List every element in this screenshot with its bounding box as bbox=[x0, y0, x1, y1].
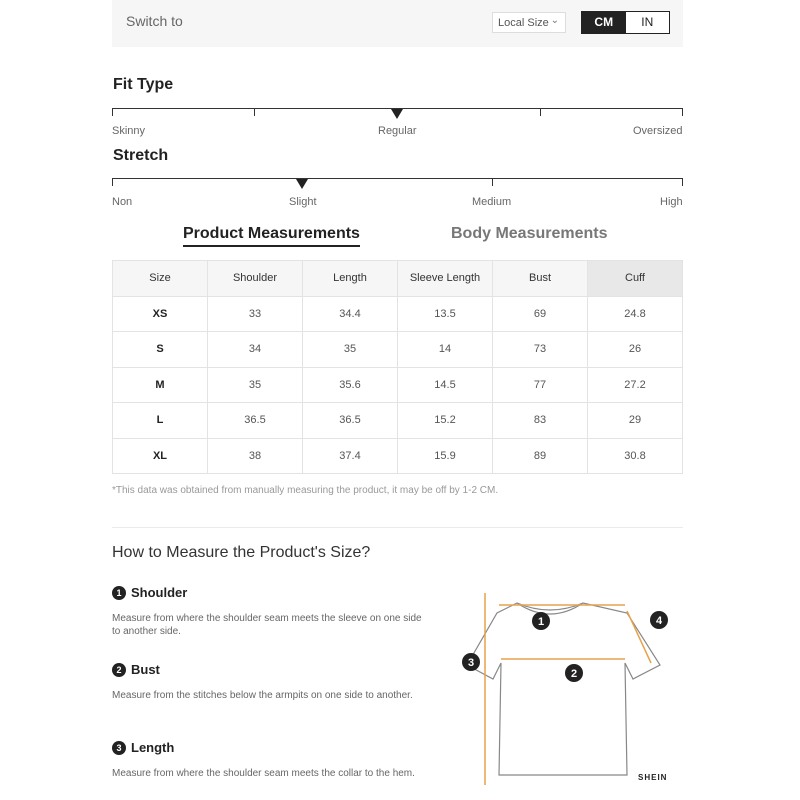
table-cell: 14.5 bbox=[398, 367, 493, 403]
marker-2-icon bbox=[565, 664, 583, 682]
measure-item-label: Shoulder bbox=[131, 585, 188, 600]
fit-label-regular: Regular bbox=[378, 125, 417, 137]
stretch-scale bbox=[112, 178, 683, 186]
scale-tick bbox=[112, 109, 113, 116]
stretch-marker bbox=[296, 179, 308, 189]
stretch-label-non: Non bbox=[112, 196, 133, 208]
table-cell: 38 bbox=[208, 438, 303, 474]
table-cell: 13.5 bbox=[398, 296, 493, 332]
table-header-row bbox=[113, 261, 683, 297]
scale-tick bbox=[492, 179, 493, 186]
table-cell: 33 bbox=[208, 296, 303, 332]
unit-switch-bar bbox=[112, 0, 683, 47]
table-cell: 26 bbox=[588, 332, 683, 368]
marker-2-label: 2 bbox=[570, 668, 578, 680]
measure-item-desc: Measure from the stitches below the armpits on one side to another. bbox=[112, 690, 413, 701]
fit-label-skinny: Skinny bbox=[112, 125, 146, 137]
table-cell: 24.8 bbox=[588, 296, 683, 332]
size-chart-table bbox=[112, 260, 683, 474]
table-cell: 34.4 bbox=[303, 296, 398, 332]
section-divider bbox=[112, 527, 683, 528]
chevron-down-icon: ⌄ bbox=[550, 15, 559, 26]
stretch-label-slight: Slight bbox=[289, 196, 317, 208]
column-header: Cuff bbox=[588, 261, 683, 297]
table-cell: XS bbox=[113, 296, 208, 332]
marker-1-icon bbox=[532, 612, 550, 630]
size-system-value: Local Size bbox=[498, 17, 549, 29]
measure-item-shoulder-title bbox=[112, 585, 187, 600]
table-row bbox=[113, 403, 683, 439]
table-cell: 77 bbox=[493, 367, 588, 403]
column-header: Shoulder bbox=[208, 261, 303, 297]
table-cell: M bbox=[113, 367, 208, 403]
measure-item-desc: Measure from where the shoulder seam meets the collar to the hem. bbox=[112, 768, 415, 779]
table-cell: L bbox=[113, 403, 208, 439]
stretch-title: Stretch bbox=[113, 147, 169, 164]
switch-label: Switch to bbox=[126, 13, 183, 29]
table-cell: 36.5 bbox=[208, 403, 303, 439]
table-cell: 34 bbox=[208, 332, 303, 368]
table-cell: 15.2 bbox=[398, 403, 493, 439]
unit-in-button[interactable]: IN bbox=[626, 12, 670, 33]
howto-title: How to Measure the Product's Size? bbox=[112, 544, 371, 561]
tshirt-outline bbox=[467, 603, 660, 775]
measure-item-bust-title bbox=[112, 662, 160, 677]
table-row bbox=[113, 438, 683, 474]
marker-4-icon bbox=[650, 611, 668, 629]
table-cell: 89 bbox=[493, 438, 588, 474]
table-cell: 35 bbox=[208, 367, 303, 403]
column-header: Bust bbox=[493, 261, 588, 297]
number-badge-icon: 1 bbox=[112, 586, 126, 600]
tab-body-measurements[interactable]: Body Measurements bbox=[451, 225, 608, 242]
size-system-select[interactable] bbox=[492, 12, 566, 33]
measurement-note: *This data was obtained from manually measuring the product, it may be off by 1-2 CM. bbox=[112, 485, 499, 496]
tshirt-measure-diagram bbox=[455, 585, 685, 790]
number-badge-icon: 2 bbox=[112, 663, 126, 677]
scale-tick bbox=[540, 109, 541, 116]
stretch-label-high: High bbox=[660, 196, 683, 208]
scale-tick bbox=[254, 109, 255, 116]
marker-4-label: 4 bbox=[655, 615, 663, 627]
marker-1-label: 1 bbox=[537, 616, 545, 628]
scale-tick bbox=[112, 179, 113, 186]
table-row bbox=[113, 296, 683, 332]
marker-3-icon bbox=[462, 653, 480, 671]
table-cell: 83 bbox=[493, 403, 588, 439]
table-cell: 14 bbox=[398, 332, 493, 368]
table-cell: 35 bbox=[303, 332, 398, 368]
scale-tick bbox=[682, 109, 683, 116]
table-cell: S bbox=[113, 332, 208, 368]
table-cell: 29 bbox=[588, 403, 683, 439]
table-cell: 27.2 bbox=[588, 367, 683, 403]
measure-item-label: Bust bbox=[131, 662, 160, 677]
stretch-label-medium: Medium bbox=[472, 196, 512, 208]
table-cell: 35.6 bbox=[303, 367, 398, 403]
table-cell: 36.5 bbox=[303, 403, 398, 439]
column-header: Size bbox=[113, 261, 208, 297]
unit-toggle bbox=[581, 11, 670, 34]
column-header: Sleeve Length bbox=[398, 261, 493, 297]
column-header: Length bbox=[303, 261, 398, 297]
fit-type-scale bbox=[112, 108, 683, 116]
scale-tick bbox=[682, 179, 683, 186]
marker-3-label: 3 bbox=[467, 657, 475, 669]
unit-cm-button[interactable]: CM bbox=[582, 12, 626, 33]
measure-item-label: Length bbox=[131, 740, 175, 755]
measure-item-desc: Measure from where the shoulder seam meets the sleeve on one side to another side. bbox=[112, 613, 422, 637]
table-row bbox=[113, 367, 683, 403]
fit-type-marker bbox=[391, 109, 403, 119]
table-cell: 69 bbox=[493, 296, 588, 332]
table-cell: 15.9 bbox=[398, 438, 493, 474]
table-cell: 37.4 bbox=[303, 438, 398, 474]
brand-logo: SHEIN bbox=[638, 773, 668, 782]
table-row bbox=[113, 332, 683, 368]
number-badge-icon: 3 bbox=[112, 741, 126, 755]
tab-product-measurements[interactable]: Product Measurements bbox=[183, 225, 360, 247]
table-cell: 73 bbox=[493, 332, 588, 368]
fit-label-oversized: Oversized bbox=[633, 125, 683, 137]
measure-item-length-title bbox=[112, 740, 174, 755]
fit-type-title: Fit Type bbox=[113, 76, 174, 93]
table-cell: XL bbox=[113, 438, 208, 474]
table-cell: 30.8 bbox=[588, 438, 683, 474]
